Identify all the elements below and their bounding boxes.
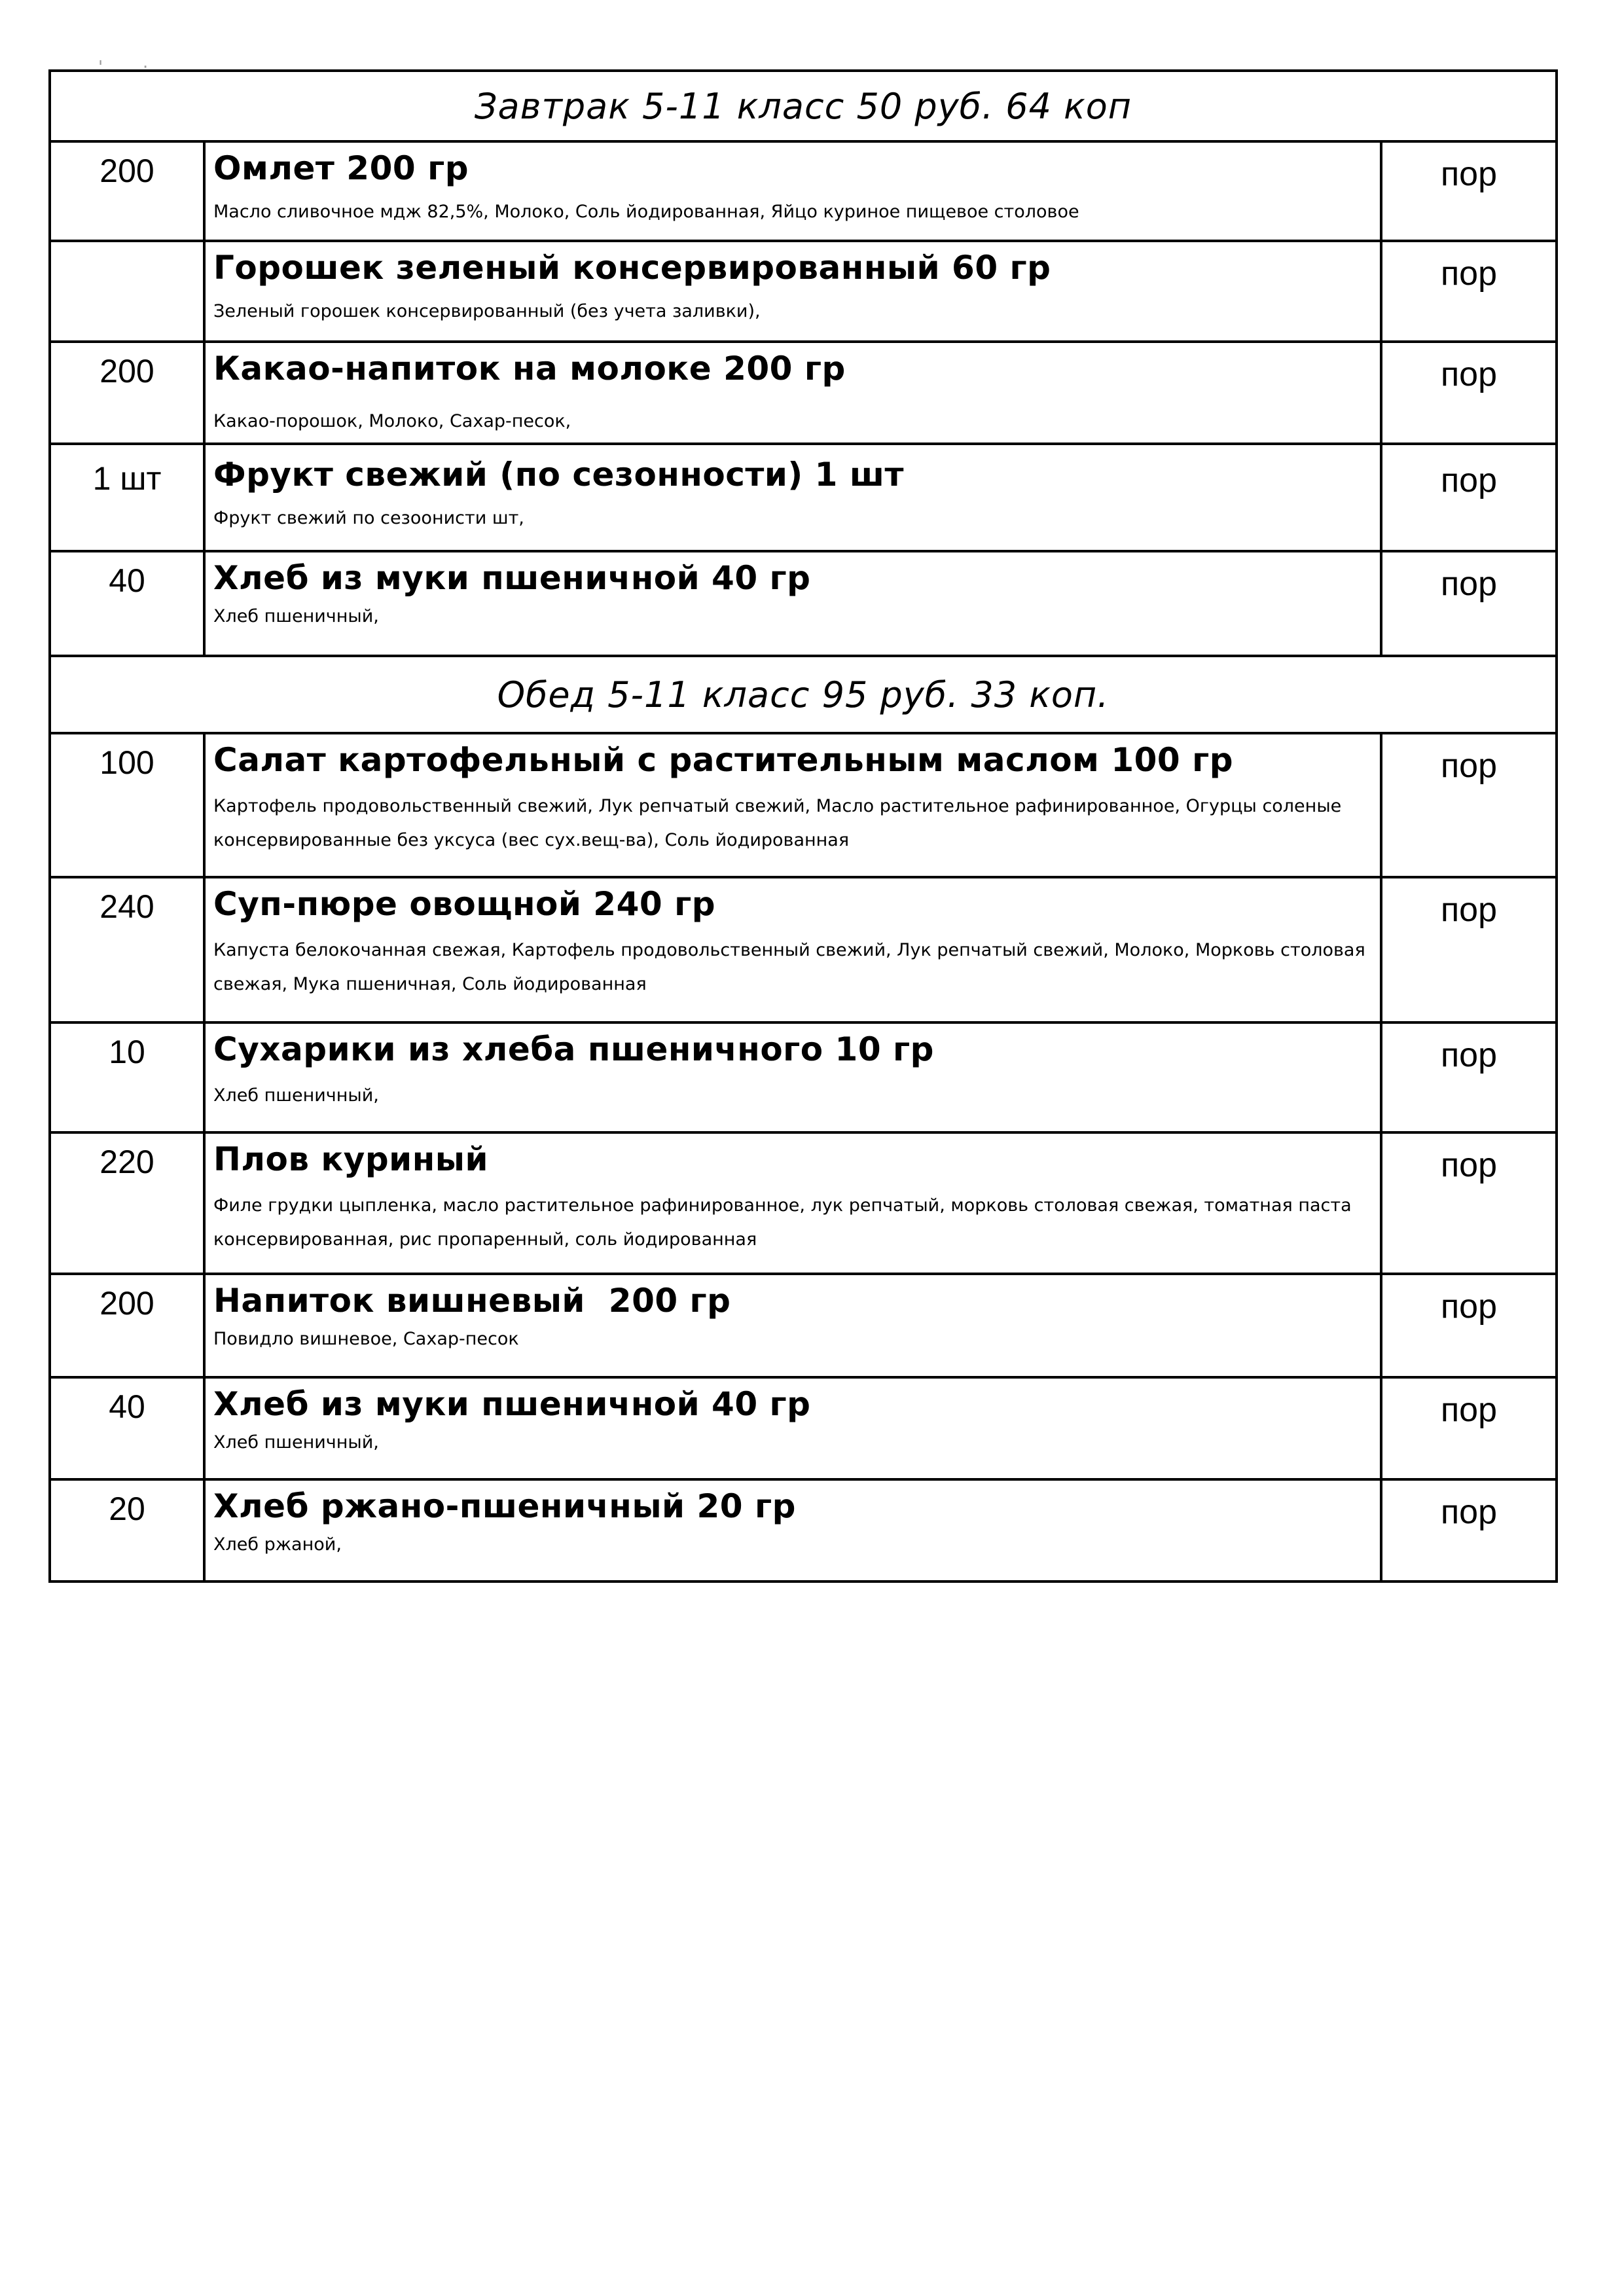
dish-cell xyxy=(204,1022,1381,1132)
portion-unit: пор xyxy=(1381,1479,1557,1581)
menu-table xyxy=(48,69,1558,1583)
section-header-row xyxy=(50,71,1557,141)
portion-unit: пор xyxy=(1381,1377,1557,1479)
section-title: Обед 5-11 класс 95 руб. 33 коп. xyxy=(50,656,1557,733)
portion-weight: 40 xyxy=(50,1377,204,1479)
portion-weight xyxy=(50,241,204,342)
dish-ingredients: Хлеб пшеничный, xyxy=(213,1432,379,1453)
portion-unit: пор xyxy=(1381,141,1557,241)
menu-row xyxy=(50,733,1557,877)
dish-name: Омлет 200 гр xyxy=(213,149,469,187)
menu-row xyxy=(50,877,1557,1022)
dish-cell xyxy=(204,877,1381,1022)
portion-weight: 200 xyxy=(50,141,204,241)
portion-weight: 200 xyxy=(50,1274,204,1377)
portion-weight: 220 xyxy=(50,1132,204,1274)
dish-ingredients: Зеленый горошек консервированный (без учета заливки), xyxy=(213,301,761,321)
scan-speck: · xyxy=(143,58,149,77)
menu-row xyxy=(50,141,1557,241)
section-title: Завтрак 5-11 класс 50 руб. 64 коп xyxy=(50,71,1557,141)
dish-cell xyxy=(204,342,1381,444)
dish-name: Сухарики из хлеба пшеничного 10 гр xyxy=(213,1030,934,1068)
portion-weight: 240 xyxy=(50,877,204,1022)
dish-name: Горошек зеленый консервированный 60 гр xyxy=(213,249,1051,287)
portion-unit: пор xyxy=(1381,241,1557,342)
menu-row xyxy=(50,241,1557,342)
dish-cell xyxy=(204,444,1381,551)
portion-unit: пор xyxy=(1381,342,1557,444)
portion-unit: пор xyxy=(1381,1022,1557,1132)
portion-weight: 1 шт xyxy=(50,444,204,551)
portion-unit: пор xyxy=(1381,444,1557,551)
menu-row xyxy=(50,1377,1557,1479)
dish-ingredients: Хлеб пшеничный, xyxy=(213,606,379,626)
dish-ingredients: Хлеб ржаной, xyxy=(213,1534,342,1555)
dish-ingredients: Картофель продовольственный свежий, Лук репчатый свежий, Масло растительное рафинированное, Огурцы соленые консервированные без уксуса (вес сух.вещ-ва), Соль йодированная xyxy=(213,796,1342,850)
dish-ingredients: Масло сливочное мдж 82,5%, Молоко, Соль йодированная, Яйцо куриное пищевое столовое xyxy=(213,202,1079,222)
dish-cell xyxy=(204,1377,1381,1479)
dish-name: Фрукт свежий (по сезонности) 1 шт xyxy=(213,456,904,494)
dish-name: Плов куриный xyxy=(213,1140,489,1178)
portion-unit: пор xyxy=(1381,551,1557,656)
dish-ingredients: Повидло вишневое, Сахар-песок xyxy=(213,1329,519,1349)
dish-name: Суп-пюре овощной 240 гр xyxy=(213,885,715,923)
dish-cell xyxy=(204,1132,1381,1274)
portion-weight: 20 xyxy=(50,1479,204,1581)
section-header-row xyxy=(50,656,1557,733)
dish-ingredients: Какао-порошок, Молоко, Сахар-песок, xyxy=(213,411,571,431)
dish-cell xyxy=(204,733,1381,877)
dish-name: Хлеб ржано-пшеничный 20 гр xyxy=(213,1487,796,1525)
dish-ingredients: Филе грудки цыпленка, масло растительное рафинированное, лук репчатый, морковь столовая свежая, томатная паста консервированная, рис пропаренный, соль йодированная xyxy=(213,1195,1352,1250)
dish-name: Напиток вишневый 200 гр xyxy=(213,1282,731,1320)
dish-cell xyxy=(204,1274,1381,1377)
dish-name: Хлеб из муки пшеничной 40 гр xyxy=(213,1385,811,1423)
dish-ingredients: Хлеб пшеничный, xyxy=(213,1085,379,1106)
menu-row xyxy=(50,1274,1557,1377)
dish-cell xyxy=(204,241,1381,342)
menu-row xyxy=(50,1132,1557,1274)
dish-name: Салат картофельный с растительным маслом 100 гр xyxy=(213,741,1234,779)
dish-cell xyxy=(204,1479,1381,1581)
dish-name: Какао-напиток на молоке 200 гр xyxy=(213,350,846,388)
dish-ingredients: Фрукт свежий по сезоонисти шт, xyxy=(213,508,524,528)
menu-row xyxy=(50,444,1557,551)
menu-row xyxy=(50,1479,1557,1581)
portion-unit: пор xyxy=(1381,1132,1557,1274)
portion-weight: 100 xyxy=(50,733,204,877)
scan-speck: ' xyxy=(98,58,103,77)
portion-unit: пор xyxy=(1381,1274,1557,1377)
dish-cell xyxy=(204,141,1381,241)
portion-weight: 200 xyxy=(50,342,204,444)
portion-weight: 40 xyxy=(50,551,204,656)
dish-cell xyxy=(204,551,1381,656)
portion-unit: пор xyxy=(1381,877,1557,1022)
menu-row xyxy=(50,342,1557,444)
portion-weight: 10 xyxy=(50,1022,204,1132)
menu-row xyxy=(50,551,1557,656)
dish-ingredients: Капуста белокочанная свежая, Картофель продовольственный свежий, Лук репчатый свежий, Молоко, Морковь столовая свежая, Мука пшеничная, Соль йодированная xyxy=(213,940,1365,994)
portion-unit: пор xyxy=(1381,733,1557,877)
dish-name: Хлеб из муки пшеничной 40 гр xyxy=(213,559,811,597)
menu-row xyxy=(50,1022,1557,1132)
